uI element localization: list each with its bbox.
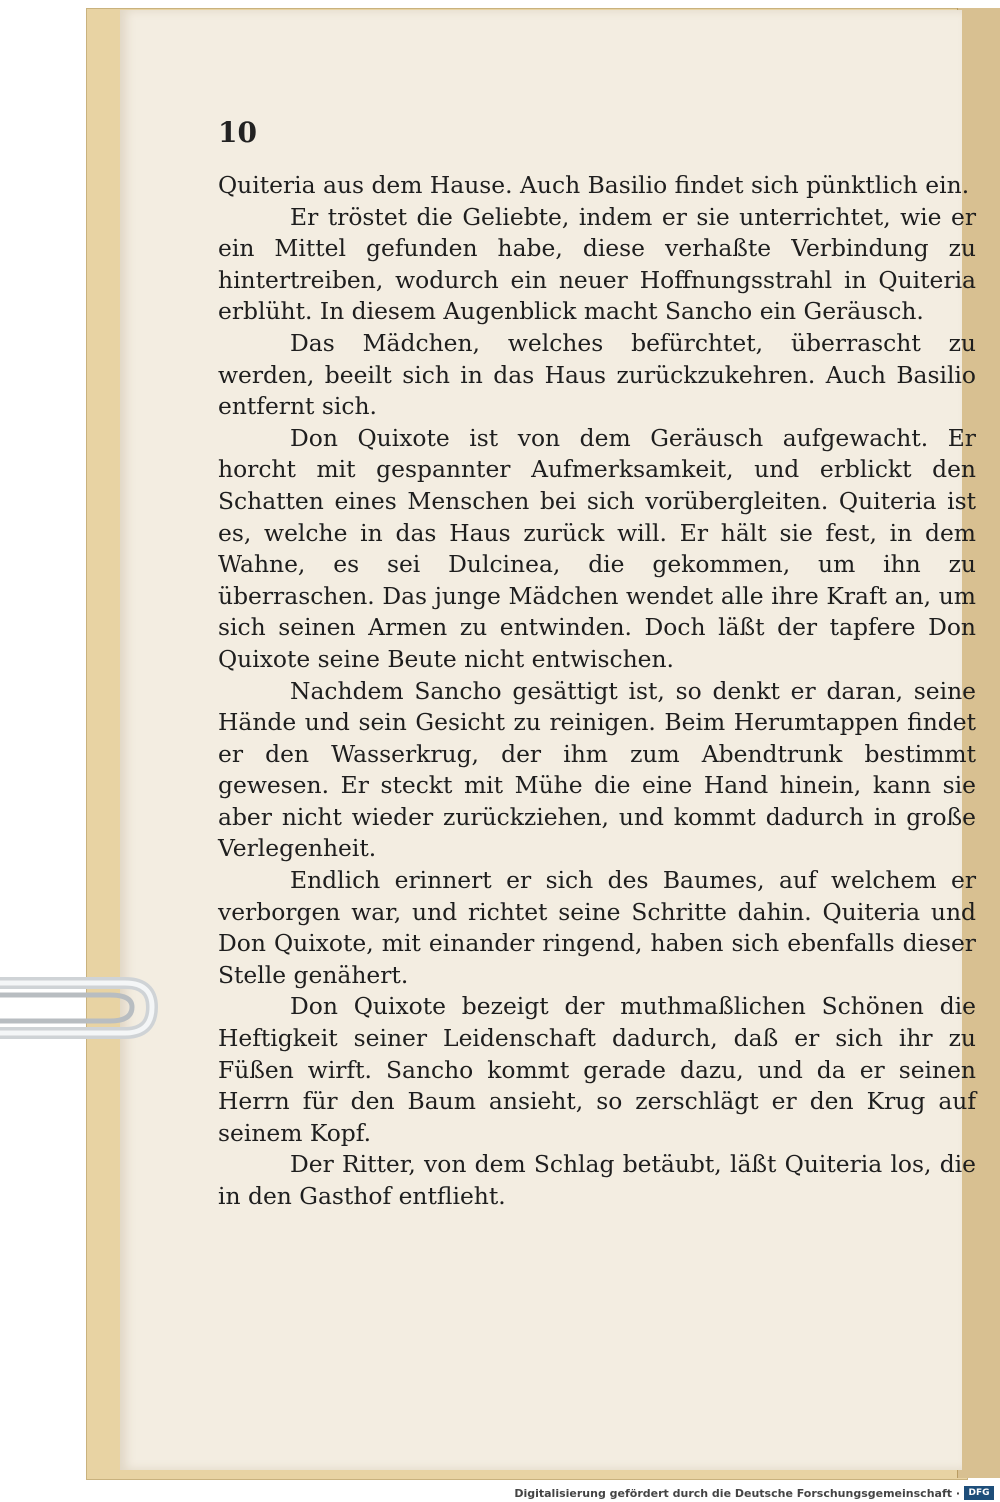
digitization-credit: Digitalisierung gefördert durch die Deutsche Forschungsgemeinschaft ·: [514, 1487, 960, 1500]
dfg-logo: DFG: [964, 1486, 994, 1500]
paragraph: Der Ritter, von dem Schlag betäubt, läßt Quiteria los, die in den Gasthof entflieht.: [218, 1150, 976, 1210]
paragraph: Er tröstet die Geliebte, indem er sie unterrichtet, wie er ein Mittel gefunden habe, diese verhaßte Verbindung zu hintertreiben, wodurch ein neuer Hoffnungsstrahl in Quiteria erblüht. In diesem Augenblick macht Sancho ein Geräusch.: [218, 202, 976, 326]
paper-clip-icon: [0, 965, 160, 1045]
book-page: [120, 10, 976, 1470]
paragraph: Das Mädchen, welches befürchtet, überrascht zu werden, beeilt sich in das Haus zurückzukehren. Auch Basilio entfernt sich.: [218, 328, 976, 421]
paragraph: Quiteria aus dem Hause. Auch Basilio findet sich pünktlich ein.: [218, 171, 970, 199]
paragraph: Nachdem Sancho gesättigt ist, so denkt er daran, seine Hände und sein Gesicht zu reinigen. Beim Herumtappen findet er den Wasserkrug, der ihm zum Abendtrunk bestimmt gewesen. Er steckt mit Mühe die eine Hand hinein, kann sie aber nicht wieder zurückziehen, und kommt dadurch in große Verlegenheit.: [218, 676, 976, 863]
paragraph: Endlich erinnert er sich des Baumes, auf welchem er verborgen war, und richtet seine Schritte dahin. Quiteria und Don Quixote, mit einander ringend, haben sich ebenfalls dieser Stelle genähert.: [218, 866, 976, 989]
body-text: [218, 170, 976, 1213]
footer-bar: [0, 1483, 1000, 1502]
paragraph: Don Quixote bezeigt der muthmaßlichen Schönen die Heftigkeit seiner Leidenschaft dadurch, daß er sich ihr zu Füßen wirft. Sancho kommt gerade dazu, und da er seinen Herrn für den Baum ansieht, so zerschlägt er den Krug auf seinem Kopf.: [218, 992, 976, 1147]
page-number: 10: [218, 116, 257, 149]
paragraph: Don Quixote ist von dem Geräusch aufgewacht. Er horcht mit gespannter Aufmerksamkeit, und erblickt den Schatten eines Menschen bei sich vorübergleiten. Quiteria ist es, welche in das Haus zurück will. Er hält sie fest, in dem Wahne, es sei Dulcinea, die gekommen, um ihn zu überraschen. Das junge Mädchen wendet alle ihre Kraft an, um sich seinen Armen zu entwinden. Doch läßt der tapfere Don Quixote seine Beute nicht entwischen.: [218, 423, 976, 673]
